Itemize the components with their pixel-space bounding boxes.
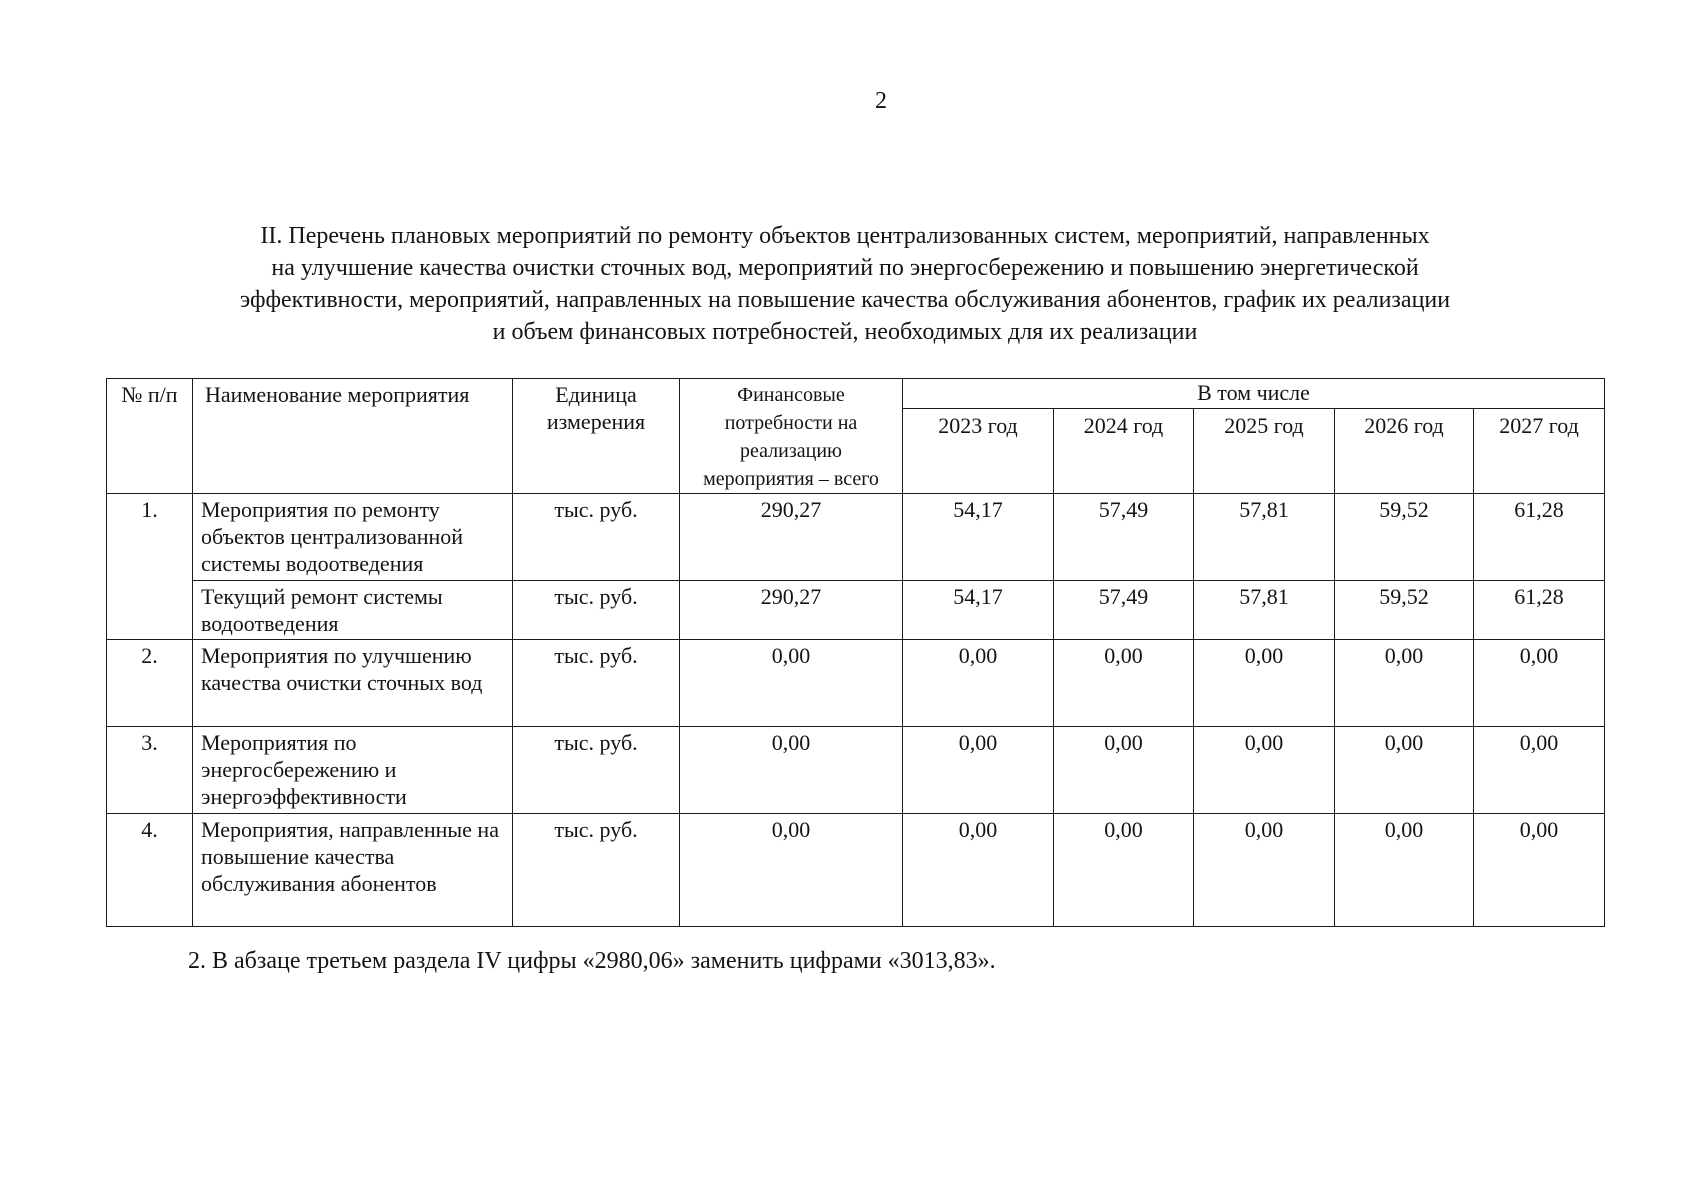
section-title-line: и объем финансовых потребностей, необходимых для их реализации	[492, 319, 1198, 345]
year-value: 0,00	[1194, 640, 1335, 727]
year-value: 0,00	[903, 814, 1054, 927]
header-including: В том числе	[903, 379, 1605, 409]
year-value: 0,00	[1335, 640, 1474, 727]
header-num: № п/п	[107, 379, 193, 494]
year-value: 0,00	[1194, 727, 1335, 814]
year-value: 0,00	[1474, 640, 1605, 727]
section-title-line: эффективности, мероприятий, направленных на повышение качества обслуживания абонентов, график их реализации	[239, 287, 1451, 313]
year-value: 0,00	[1054, 814, 1194, 927]
row-number: 4.	[107, 814, 193, 927]
amendment-paragraph: 2. В абзаце третьем раздела IV цифры «2980,06» заменить цифрами «3013,83».	[188, 948, 996, 974]
year-value: 59,52	[1335, 581, 1474, 640]
year-value: 59,52	[1335, 494, 1474, 581]
section-title-line: на улучшение качества очистки сточных вод, мероприятий по энергосбережению и повышению энергетической	[271, 255, 1419, 281]
section-title-line: II. Перечень плановых мероприятий по ремонту объектов централизованных систем, мероприятий, направленных	[260, 223, 1430, 249]
year-value: 57,81	[1194, 581, 1335, 640]
measure-unit: тыс. руб.	[513, 494, 680, 581]
table-row	[107, 494, 1605, 581]
year-value: 57,49	[1054, 581, 1194, 640]
year-value: 0,00	[1054, 727, 1194, 814]
header-unit: Единица измерения	[513, 379, 680, 494]
total-value: 290,27	[680, 494, 903, 581]
year-value: 0,00	[1474, 727, 1605, 814]
measures-table	[106, 378, 1605, 927]
header-year: 2025 год	[1194, 408, 1335, 493]
year-value: 0,00	[903, 727, 1054, 814]
measure-unit: тыс. руб.	[513, 640, 680, 727]
year-value: 0,00	[903, 640, 1054, 727]
header-year: 2026 год	[1335, 408, 1474, 493]
measure-name: Мероприятия по ремонту объектов централизованной системы водоотведения	[193, 494, 513, 581]
page-number: 2	[875, 88, 887, 114]
row-number: 2.	[107, 640, 193, 727]
year-value: 0,00	[1194, 814, 1335, 927]
year-value: 61,28	[1474, 581, 1605, 640]
measure-name: Мероприятия по улучшению качества очистки сточных вод	[193, 640, 513, 727]
measure-name: Мероприятия, направленные на повышение качества обслуживания абонентов	[193, 814, 513, 927]
year-value: 0,00	[1335, 727, 1474, 814]
header-finance: Финансовые потребности на реализацию мероприятия – всего	[680, 379, 903, 494]
measure-unit: тыс. руб.	[513, 581, 680, 640]
section-title	[120, 220, 1570, 348]
header-year: 2027 год	[1474, 408, 1605, 493]
header-name: Наименование мероприятия	[193, 379, 513, 494]
year-value: 54,17	[903, 581, 1054, 640]
year-value: 54,17	[903, 494, 1054, 581]
year-value: 0,00	[1054, 640, 1194, 727]
measure-name: Текущий ремонт системы водоотведения	[193, 581, 513, 640]
measure-unit: тыс. руб.	[513, 814, 680, 927]
year-value: 0,00	[1335, 814, 1474, 927]
table-row	[107, 814, 1605, 927]
total-value: 0,00	[680, 814, 903, 927]
year-value: 61,28	[1474, 494, 1605, 581]
total-value: 0,00	[680, 640, 903, 727]
row-number: 3.	[107, 727, 193, 814]
header-year: 2023 год	[903, 408, 1054, 493]
measure-unit: тыс. руб.	[513, 727, 680, 814]
total-value: 290,27	[680, 581, 903, 640]
year-value: 57,81	[1194, 494, 1335, 581]
year-value: 0,00	[1474, 814, 1605, 927]
header-year: 2024 год	[1054, 408, 1194, 493]
total-value: 0,00	[680, 727, 903, 814]
year-value: 57,49	[1054, 494, 1194, 581]
table-row	[107, 727, 1605, 814]
measure-name: Мероприятия по энергосбережению и энергоэффективности	[193, 727, 513, 814]
table-row	[107, 640, 1605, 727]
row-number: 1.	[107, 494, 193, 640]
table-row	[107, 581, 1605, 640]
